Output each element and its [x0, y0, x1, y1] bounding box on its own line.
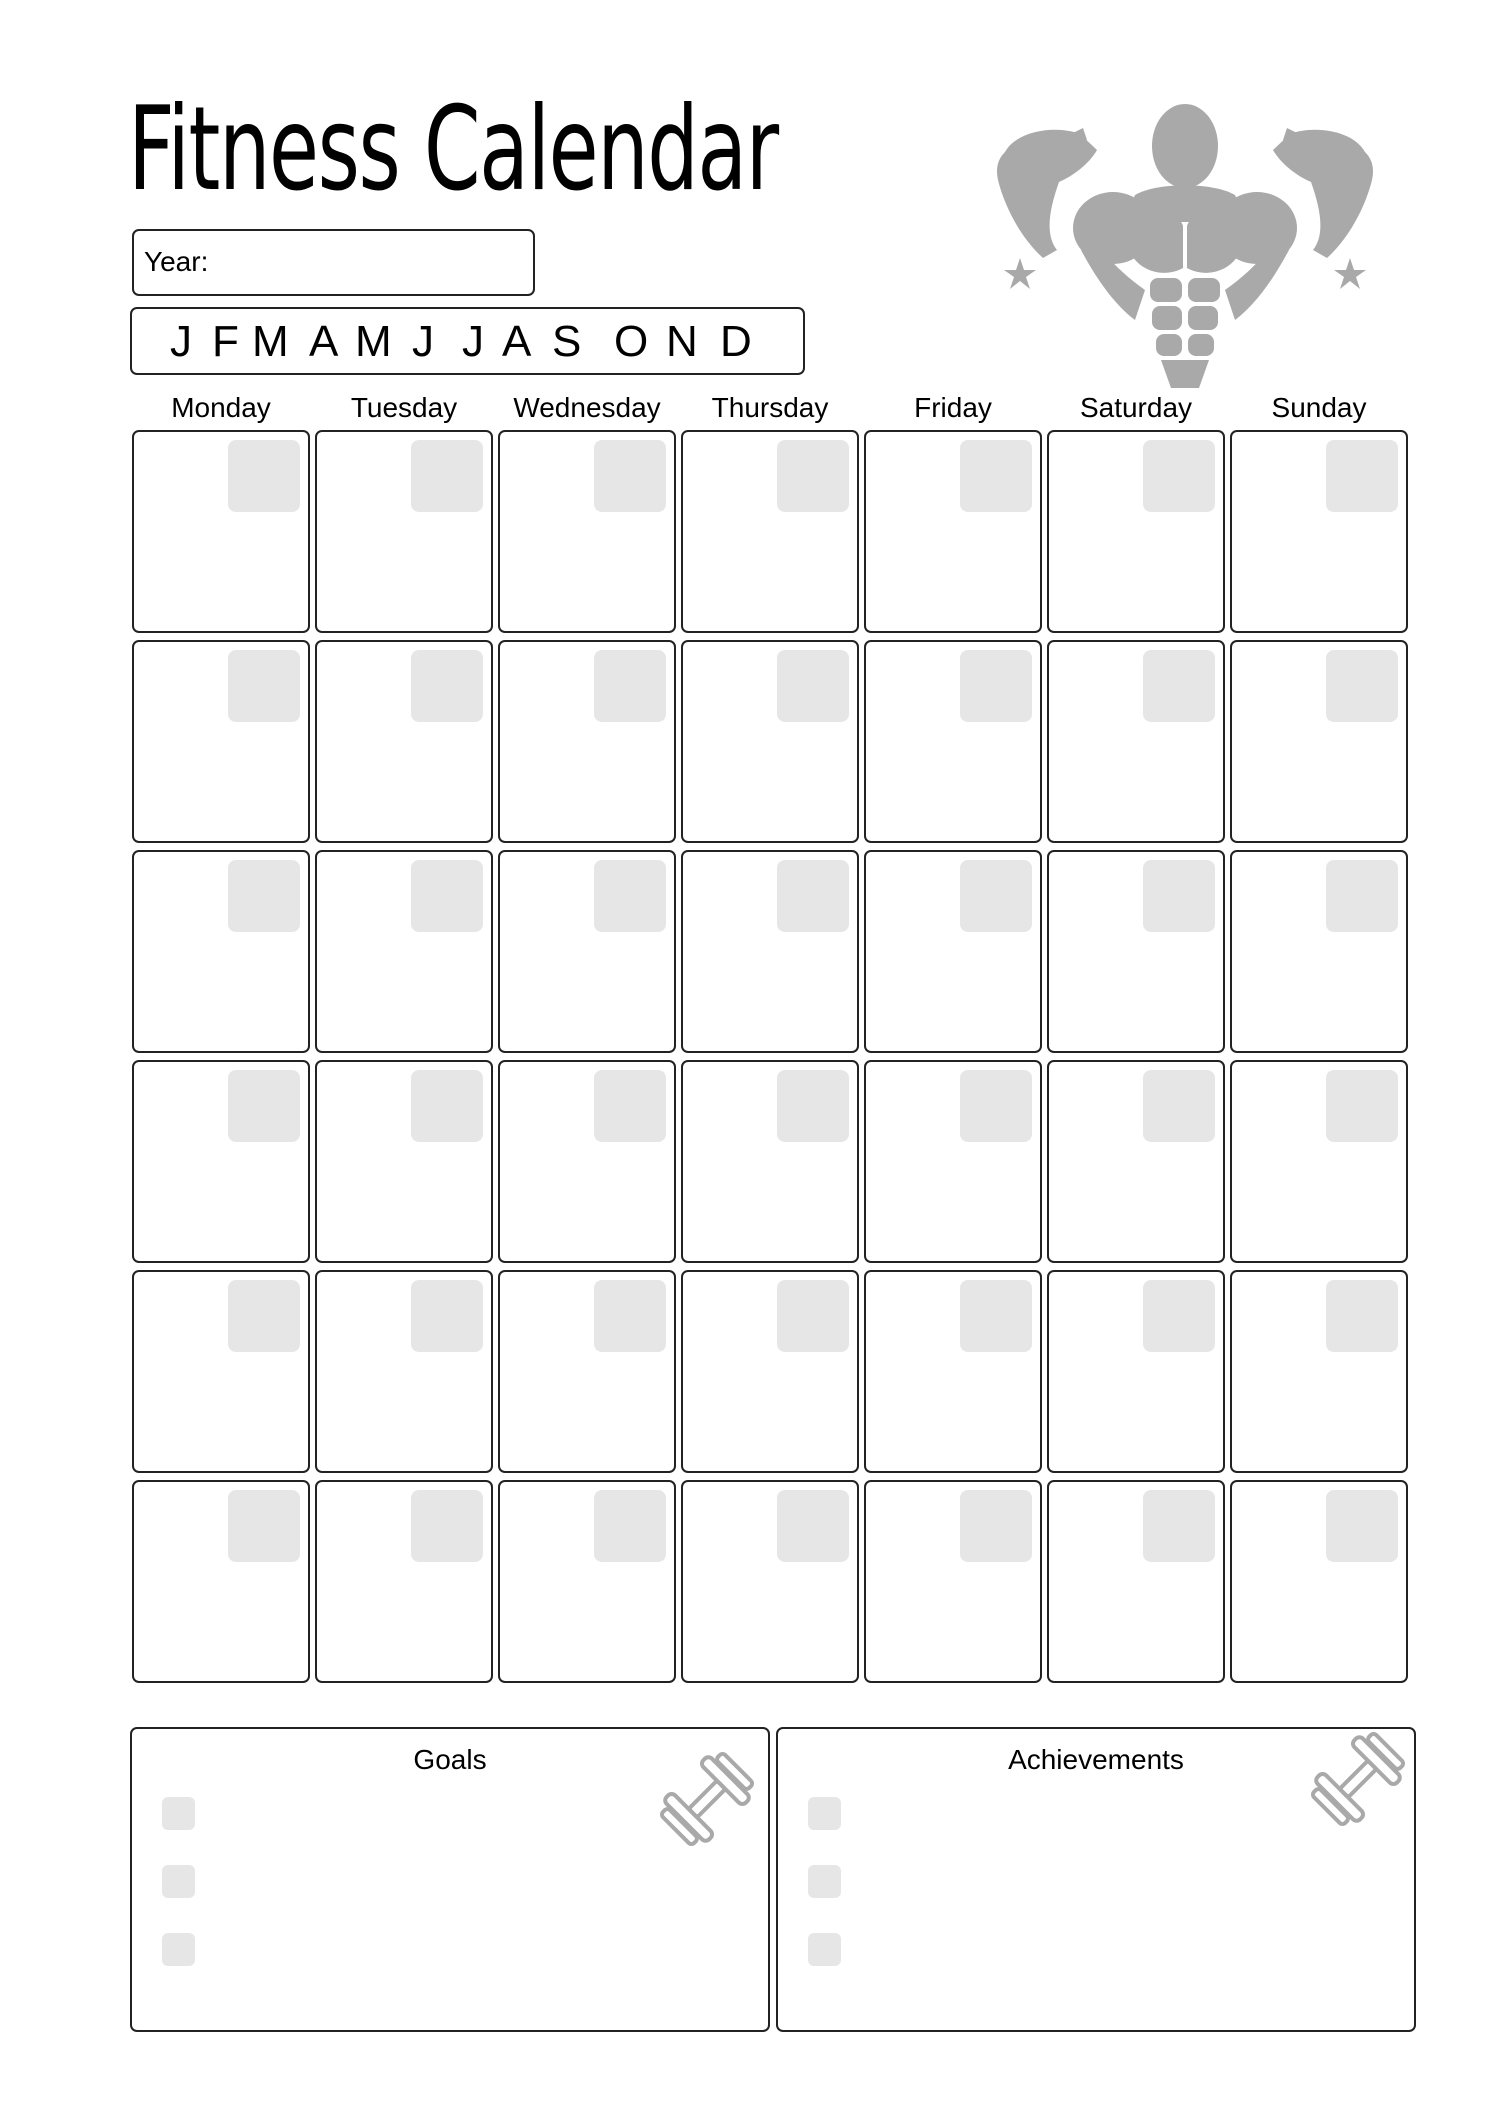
dumbbell-icon: [657, 1749, 757, 1849]
calendar-day-cell[interactable]: [498, 1480, 676, 1683]
calendar-day-cell[interactable]: [498, 430, 676, 633]
calendar-day-cell[interactable]: [1047, 640, 1225, 843]
date-number-box[interactable]: [594, 440, 666, 512]
calendar-day-cell[interactable]: [1047, 1060, 1225, 1263]
month-letter[interactable]: M: [355, 317, 392, 366]
date-number-box[interactable]: [1143, 860, 1215, 932]
weekday-header: Saturday: [1079, 392, 1193, 423]
calendar-day-cell[interactable]: [132, 640, 310, 843]
calendar-day-cell[interactable]: [1230, 1060, 1408, 1263]
goals-panel: [130, 1727, 770, 2032]
calendar-day-cell[interactable]: [132, 850, 310, 1053]
month-letter[interactable]: J: [412, 317, 434, 366]
month-letter[interactable]: F: [212, 317, 239, 366]
calendar-day-cell[interactable]: [1230, 1480, 1408, 1683]
achievements-panel: [776, 1727, 1416, 2032]
date-number-box[interactable]: [777, 860, 849, 932]
date-number-box[interactable]: [228, 1070, 300, 1142]
month-letter[interactable]: J: [170, 317, 192, 366]
calendar-day-cell[interactable]: [681, 1060, 859, 1263]
goal-checkbox[interactable]: [162, 1933, 195, 1966]
calendar-day-cell[interactable]: [681, 1270, 859, 1473]
date-number-box[interactable]: [777, 1070, 849, 1142]
date-number-box[interactable]: [228, 860, 300, 932]
month-letter[interactable]: O: [614, 317, 649, 366]
date-number-box[interactable]: [594, 860, 666, 932]
calendar-day-cell[interactable]: [681, 1480, 859, 1683]
date-number-box[interactable]: [1326, 1490, 1398, 1562]
date-number-box[interactable]: [594, 1490, 666, 1562]
goal-checkbox[interactable]: [162, 1865, 195, 1898]
month-selector: [130, 307, 805, 375]
date-number-box[interactable]: [1143, 1070, 1215, 1142]
date-number-box[interactable]: [1326, 1070, 1398, 1142]
calendar-day-cell[interactable]: [315, 640, 493, 843]
weekday-header: Tuesday: [350, 392, 458, 423]
calendar-day-cell[interactable]: [315, 430, 493, 633]
calendar-day-cell[interactable]: [864, 430, 1042, 633]
calendar-day-cell[interactable]: [315, 1060, 493, 1263]
calendar-day-cell[interactable]: [1047, 430, 1225, 633]
month-letter[interactable]: A: [502, 317, 532, 366]
calendar-day-cell[interactable]: [1230, 1270, 1408, 1473]
date-number-box[interactable]: [411, 1070, 483, 1142]
calendar-day-cell[interactable]: [681, 850, 859, 1053]
year-field[interactable]: [132, 229, 535, 296]
page-title: Fitness Calendar: [128, 82, 778, 217]
achievement-checkbox[interactable]: [808, 1797, 841, 1830]
date-number-box[interactable]: [228, 650, 300, 722]
date-number-box[interactable]: [960, 1490, 1032, 1562]
calendar-day-cell[interactable]: [1230, 430, 1408, 633]
calendar-day-cell[interactable]: [132, 1060, 310, 1263]
weekday-header: Friday: [914, 392, 992, 423]
date-number-box[interactable]: [960, 650, 1032, 722]
year-label: Year:: [144, 246, 209, 277]
weekday-header: Monday: [171, 392, 271, 423]
calendar-day-cell[interactable]: [681, 430, 859, 633]
calendar-day-cell[interactable]: [315, 1270, 493, 1473]
calendar-day-cell[interactable]: [1047, 1270, 1225, 1473]
month-letter[interactable]: J: [462, 317, 484, 366]
achievement-checkbox[interactable]: [808, 1865, 841, 1898]
goal-checkbox[interactable]: [162, 1797, 195, 1830]
calendar-day-cell[interactable]: [1230, 640, 1408, 843]
month-letter[interactable]: M: [252, 317, 289, 366]
date-number-box[interactable]: [1326, 860, 1398, 932]
date-number-box[interactable]: [1143, 1280, 1215, 1352]
date-number-box[interactable]: [777, 1490, 849, 1562]
month-letter[interactable]: S: [552, 317, 582, 366]
goals-title: Goals: [413, 1744, 487, 1775]
date-number-box[interactable]: [411, 1280, 483, 1352]
month-letter[interactable]: D: [720, 317, 752, 366]
calendar-day-cell[interactable]: [315, 1480, 493, 1683]
date-number-box[interactable]: [960, 1280, 1032, 1352]
date-number-box[interactable]: [1143, 440, 1215, 512]
calendar-day-cell[interactable]: [864, 1480, 1042, 1683]
date-number-box[interactable]: [411, 440, 483, 512]
weekday-header: Thursday: [711, 392, 829, 423]
calendar-day-cell[interactable]: [498, 640, 676, 843]
calendar-day-cell[interactable]: [1047, 1480, 1225, 1683]
date-number-box[interactable]: [1326, 650, 1398, 722]
dumbbell-icon: [1308, 1729, 1408, 1829]
achievements-title: Achievements: [1008, 1744, 1184, 1775]
calendar-day-cell[interactable]: [1047, 850, 1225, 1053]
calendar-day-cell[interactable]: [681, 640, 859, 843]
calendar-day-cell[interactable]: [864, 640, 1042, 843]
achievement-checkbox[interactable]: [808, 1933, 841, 1966]
weekday-header: Sunday: [1271, 392, 1367, 423]
date-number-box[interactable]: [1143, 650, 1215, 722]
date-number-box[interactable]: [1326, 1280, 1398, 1352]
date-number-box[interactable]: [960, 1070, 1032, 1142]
calendar-day-cell[interactable]: [864, 1060, 1042, 1263]
calendar-day-cell[interactable]: [498, 1270, 676, 1473]
date-number-box[interactable]: [777, 440, 849, 512]
calendar-day-cell[interactable]: [864, 850, 1042, 1053]
date-number-box[interactable]: [594, 1280, 666, 1352]
date-number-box[interactable]: [411, 650, 483, 722]
calendar-day-cell[interactable]: [498, 1060, 676, 1263]
date-number-box[interactable]: [1143, 1490, 1215, 1562]
month-letter[interactable]: N: [666, 317, 698, 366]
date-number-box[interactable]: [1326, 440, 1398, 512]
date-number-box[interactable]: [228, 440, 300, 512]
date-number-box[interactable]: [411, 860, 483, 932]
date-number-box[interactable]: [960, 860, 1032, 932]
date-number-box[interactable]: [777, 650, 849, 722]
date-number-box[interactable]: [594, 1070, 666, 1142]
bodybuilder-icon: [985, 100, 1385, 390]
date-number-box[interactable]: [960, 440, 1032, 512]
calendar-day-cell[interactable]: [132, 1270, 310, 1473]
calendar-day-cell[interactable]: [498, 850, 676, 1053]
date-number-box[interactable]: [594, 650, 666, 722]
calendar-day-cell[interactable]: [132, 1480, 310, 1683]
calendar-day-cell[interactable]: [864, 1270, 1042, 1473]
month-letter[interactable]: A: [309, 317, 339, 366]
date-number-box[interactable]: [228, 1490, 300, 1562]
date-number-box[interactable]: [411, 1490, 483, 1562]
weekday-header: Wednesday: [513, 392, 661, 423]
calendar-day-cell[interactable]: [132, 430, 310, 633]
date-number-box[interactable]: [777, 1280, 849, 1352]
date-number-box[interactable]: [228, 1280, 300, 1352]
calendar-day-cell[interactable]: [1230, 850, 1408, 1053]
calendar-day-cell[interactable]: [315, 850, 493, 1053]
